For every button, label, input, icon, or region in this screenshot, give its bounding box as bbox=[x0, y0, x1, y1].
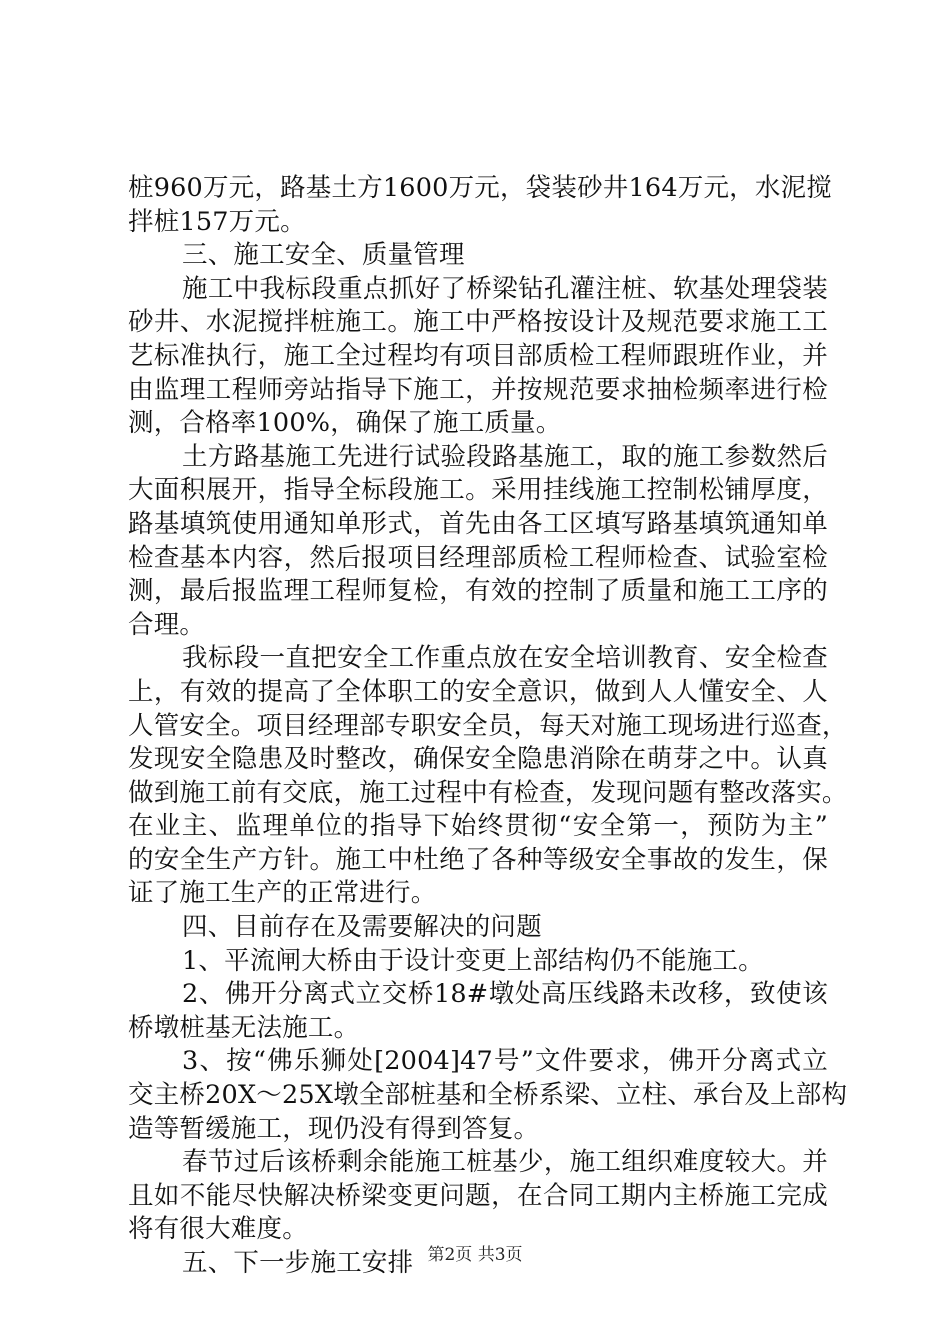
text-line: 人管安全。项目经理部专职安全员，每天对施工现场进行巡查， bbox=[128, 710, 848, 741]
text-line: 大面积展开，指导全标段施工。采用挂线施工控制松铺厚度， bbox=[128, 475, 828, 506]
text-line: 在业主、监理单位的指导下始终贯彻“安全第一，预防为主” bbox=[128, 811, 828, 842]
document-body bbox=[128, 172, 848, 1281]
section-heading: 四、目前存在及需要解决的问题 bbox=[182, 912, 542, 943]
text-line: 做到施工前有交底，施工过程中有检查，发现问题有整改落实。 bbox=[128, 777, 848, 808]
text-line: 路基填筑使用通知单形式，首先由各工区填写路基填筑通知单 bbox=[128, 508, 828, 539]
text-line: 艺标准执行，施工全过程均有项目部质检工程师跟班作业，并 bbox=[128, 340, 828, 371]
text-line: 桩960万元，路基土方1600万元，袋装砂井164万元，水泥搅 bbox=[128, 173, 832, 203]
text-line: 由监理工程师旁站指导下施工，并按规范要求抽检频率进行检 bbox=[128, 374, 828, 405]
text-line: 桥墩桩基无法施工。 bbox=[128, 1012, 360, 1043]
text-line: 土方路基施工先进行试验段路基施工，取的施工参数然后 bbox=[182, 441, 828, 472]
text-line: 造等暂缓施工，现仍没有得到答复。 bbox=[128, 1113, 540, 1144]
text-line: 发现安全隐患及时整改，确保安全隐患消除在萌芽之中。认真 bbox=[128, 744, 828, 775]
text-line: 将有很大难度。 bbox=[128, 1214, 308, 1245]
page-number: 第2页 共3页 bbox=[427, 1245, 523, 1265]
list-item: 2、佛开分离式立交桥18#墩处高压线路未改移，致使该 bbox=[182, 979, 828, 1010]
text-line: 测，合格率100%，确保了施工质量。 bbox=[128, 408, 562, 439]
text-line: 春节过后该桥剩余能施工桩基少，施工组织难度较大。并 bbox=[182, 1147, 828, 1178]
text-line: 证了施工生产的正常进行。 bbox=[128, 878, 437, 909]
text-line: 且如不能尽快解决桥梁变更问题，在合同工期内主桥施工完成 bbox=[128, 1180, 828, 1211]
text-line: 检查基本内容，然后报项目经理部质检工程师检查、试验室检 bbox=[128, 542, 828, 573]
text-line: 的安全生产方针。施工中杜绝了各种等级安全事故的发生，保 bbox=[128, 844, 828, 875]
list-item: 3、按“佛乐狮处[2004]47号”文件要求，佛开分离式立 bbox=[182, 1046, 828, 1077]
text-line: 合理。 bbox=[128, 609, 206, 640]
list-item: 1、平流闸大桥由于设计变更上部结构仍不能施工。 bbox=[182, 945, 764, 976]
text-line: 交主桥20X～25X墩全部桩基和全桥系梁、立柱、承台及上部构 bbox=[128, 1080, 848, 1111]
text-line: 我标段一直把安全工作重点放在安全培训教育、安全检查 bbox=[182, 643, 828, 674]
text-line: 测，最后报监理工程师复检，有效的控制了质量和施工工序的 bbox=[128, 576, 828, 607]
text-line: 上，有效的提高了全体职工的安全意识，做到人人懂安全、人 bbox=[128, 676, 828, 707]
text-line: 施工中我标段重点抓好了桥梁钻孔灌注桩、软基处理袋装 bbox=[182, 273, 828, 304]
text-line: 拌桩157万元。 bbox=[128, 206, 306, 237]
section-heading: 三、施工安全、质量管理 bbox=[182, 240, 465, 271]
text-line: 砂井、水泥搅拌桩施工。施工中严格按设计及规范要求施工工 bbox=[128, 307, 828, 338]
section-heading: 五、下一步施工安排 bbox=[182, 1248, 414, 1278]
